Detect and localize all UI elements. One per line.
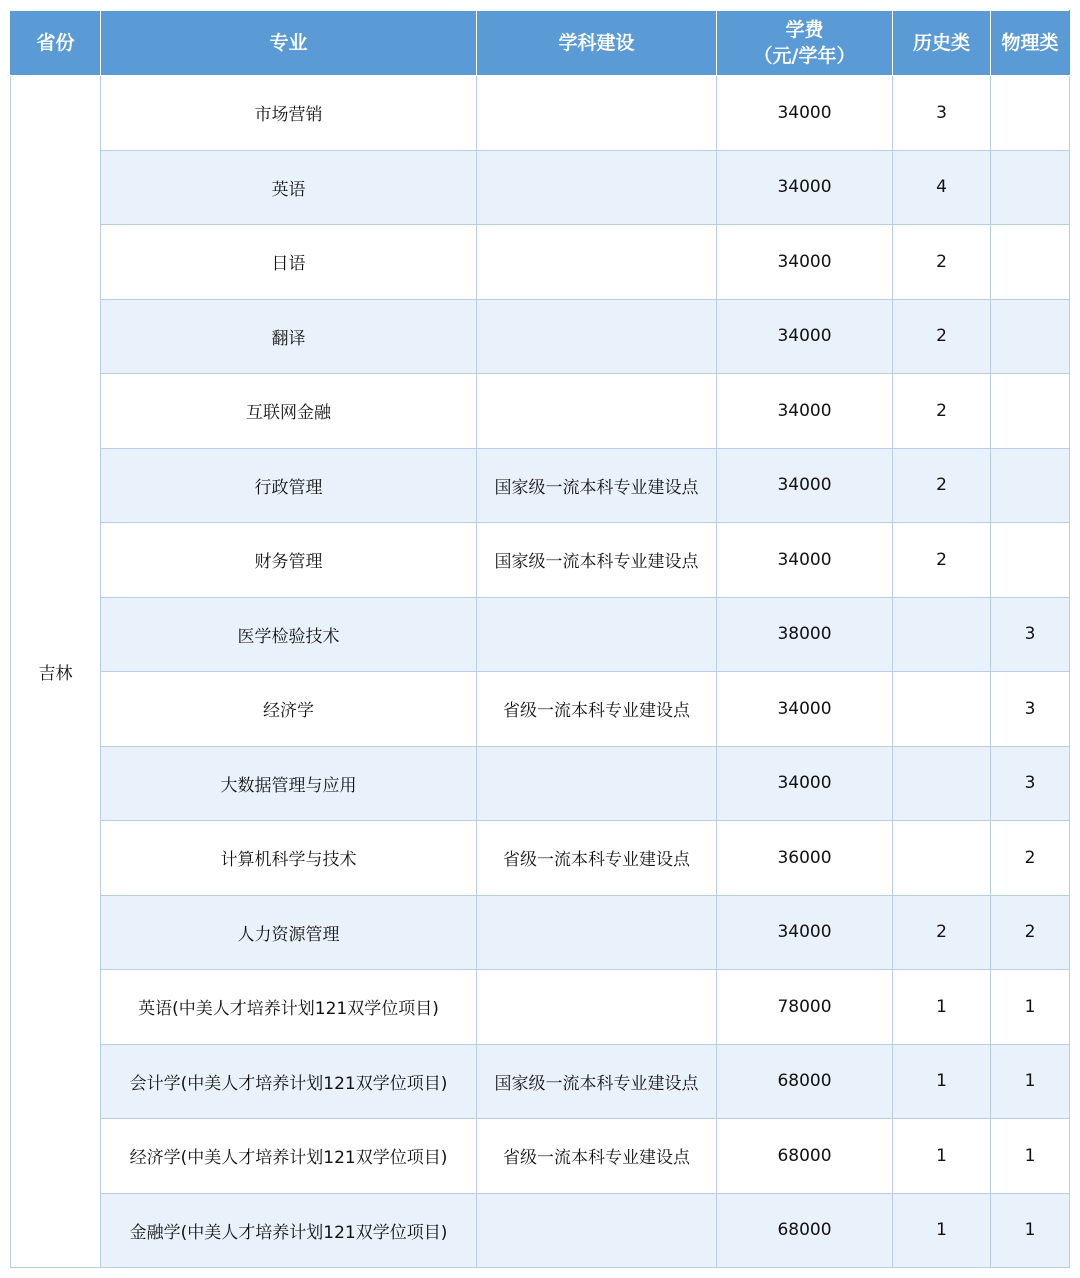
fee-cell: 34000: [717, 746, 893, 821]
discipline-cell: [477, 374, 717, 449]
table-row: [11, 672, 1070, 747]
header-fee-label: 学费: [785, 19, 824, 41]
header-major: 专业: [101, 11, 477, 76]
physics-cell: [991, 374, 1070, 449]
major-cell: 医学检验技术: [101, 597, 477, 672]
discipline-cell: [477, 76, 717, 151]
physics-cell: [991, 225, 1070, 300]
major-cell: 市场营销: [101, 76, 477, 151]
table-row: [11, 746, 1070, 821]
fee-cell: 34000: [717, 225, 893, 300]
fee-cell: 34000: [717, 523, 893, 598]
table-row: [11, 448, 1070, 523]
major-cell: 大数据管理与应用: [101, 746, 477, 821]
physics-cell: 1: [991, 1193, 1070, 1268]
history-cell: 1: [893, 1193, 991, 1268]
header-physics: 物理类: [991, 11, 1070, 76]
fee-cell: 34000: [717, 672, 893, 747]
discipline-cell: [477, 597, 717, 672]
header-row: [11, 11, 1070, 76]
discipline-cell: 国家级一流本科专业建设点: [477, 1044, 717, 1119]
admissions-table: [10, 10, 1070, 1268]
history-cell: [893, 746, 991, 821]
physics-cell: [991, 523, 1070, 598]
table-row: [11, 299, 1070, 374]
history-cell: 3: [893, 76, 991, 151]
discipline-cell: [477, 970, 717, 1045]
fee-cell: 36000: [717, 821, 893, 896]
province-cell: 吉林: [11, 76, 101, 1268]
discipline-cell: [477, 746, 717, 821]
table-row: [11, 1119, 1070, 1194]
fee-cell: 38000: [717, 597, 893, 672]
history-cell: 1: [893, 970, 991, 1045]
discipline-cell: [477, 895, 717, 970]
history-cell: 2: [893, 374, 991, 449]
table-row: [11, 150, 1070, 225]
history-cell: [893, 672, 991, 747]
major-cell: 翻译: [101, 299, 477, 374]
major-cell: 英语: [101, 150, 477, 225]
header-fee-unit: （元/学年）: [753, 45, 856, 67]
discipline-cell: 省级一流本科专业建设点: [477, 821, 717, 896]
discipline-cell: [477, 299, 717, 374]
fee-cell: 34000: [717, 299, 893, 374]
history-cell: 2: [893, 895, 991, 970]
table-row: [11, 970, 1070, 1045]
discipline-cell: [477, 150, 717, 225]
major-cell: 英语(中美人才培养计划121双学位项目): [101, 970, 477, 1045]
physics-cell: 1: [991, 970, 1070, 1045]
history-cell: 2: [893, 523, 991, 598]
table-row: [11, 821, 1070, 896]
major-cell: 互联网金融: [101, 374, 477, 449]
table-row: [11, 895, 1070, 970]
major-cell: 日语: [101, 225, 477, 300]
history-cell: 4: [893, 150, 991, 225]
physics-cell: [991, 299, 1070, 374]
physics-cell: 2: [991, 821, 1070, 896]
header-history: 历史类: [893, 11, 991, 76]
table-row: [11, 1193, 1070, 1268]
physics-cell: 2: [991, 895, 1070, 970]
table-row: [11, 374, 1070, 449]
history-cell: 2: [893, 299, 991, 374]
fee-cell: 68000: [717, 1119, 893, 1194]
major-cell: 行政管理: [101, 448, 477, 523]
history-cell: [893, 821, 991, 896]
physics-cell: 1: [991, 1119, 1070, 1194]
major-cell: 人力资源管理: [101, 895, 477, 970]
physics-cell: 3: [991, 672, 1070, 747]
fee-cell: 34000: [717, 448, 893, 523]
physics-cell: [991, 76, 1070, 151]
major-cell: 经济学(中美人才培养计划121双学位项目): [101, 1119, 477, 1194]
history-cell: [893, 597, 991, 672]
fee-cell: 34000: [717, 374, 893, 449]
physics-cell: [991, 150, 1070, 225]
discipline-cell: 国家级一流本科专业建设点: [477, 448, 717, 523]
discipline-cell: 国家级一流本科专业建设点: [477, 523, 717, 598]
physics-cell: 3: [991, 746, 1070, 821]
history-cell: 1: [893, 1044, 991, 1119]
fee-cell: 34000: [717, 76, 893, 151]
table-row: [11, 76, 1070, 151]
header-discipline: 学科建设: [477, 11, 717, 76]
table-row: [11, 1044, 1070, 1119]
header-province: 省份: [11, 11, 101, 76]
fee-cell: 78000: [717, 970, 893, 1045]
fee-cell: 34000: [717, 150, 893, 225]
table-row: [11, 523, 1070, 598]
major-cell: 计算机科学与技术: [101, 821, 477, 896]
discipline-cell: 省级一流本科专业建设点: [477, 672, 717, 747]
discipline-cell: [477, 1193, 717, 1268]
history-cell: 2: [893, 448, 991, 523]
major-cell: 金融学(中美人才培养计划121双学位项目): [101, 1193, 477, 1268]
physics-cell: 3: [991, 597, 1070, 672]
physics-cell: 1: [991, 1044, 1070, 1119]
fee-cell: 34000: [717, 895, 893, 970]
history-cell: 1: [893, 1119, 991, 1194]
major-cell: 财务管理: [101, 523, 477, 598]
table-body: [11, 76, 1070, 1268]
fee-cell: 68000: [717, 1044, 893, 1119]
table-row: [11, 225, 1070, 300]
header-fee: [717, 11, 893, 76]
physics-cell: [991, 448, 1070, 523]
major-cell: 会计学(中美人才培养计划121双学位项目): [101, 1044, 477, 1119]
discipline-cell: 省级一流本科专业建设点: [477, 1119, 717, 1194]
table-row: [11, 597, 1070, 672]
discipline-cell: [477, 225, 717, 300]
fee-cell: 68000: [717, 1193, 893, 1268]
major-cell: 经济学: [101, 672, 477, 747]
history-cell: 2: [893, 225, 991, 300]
